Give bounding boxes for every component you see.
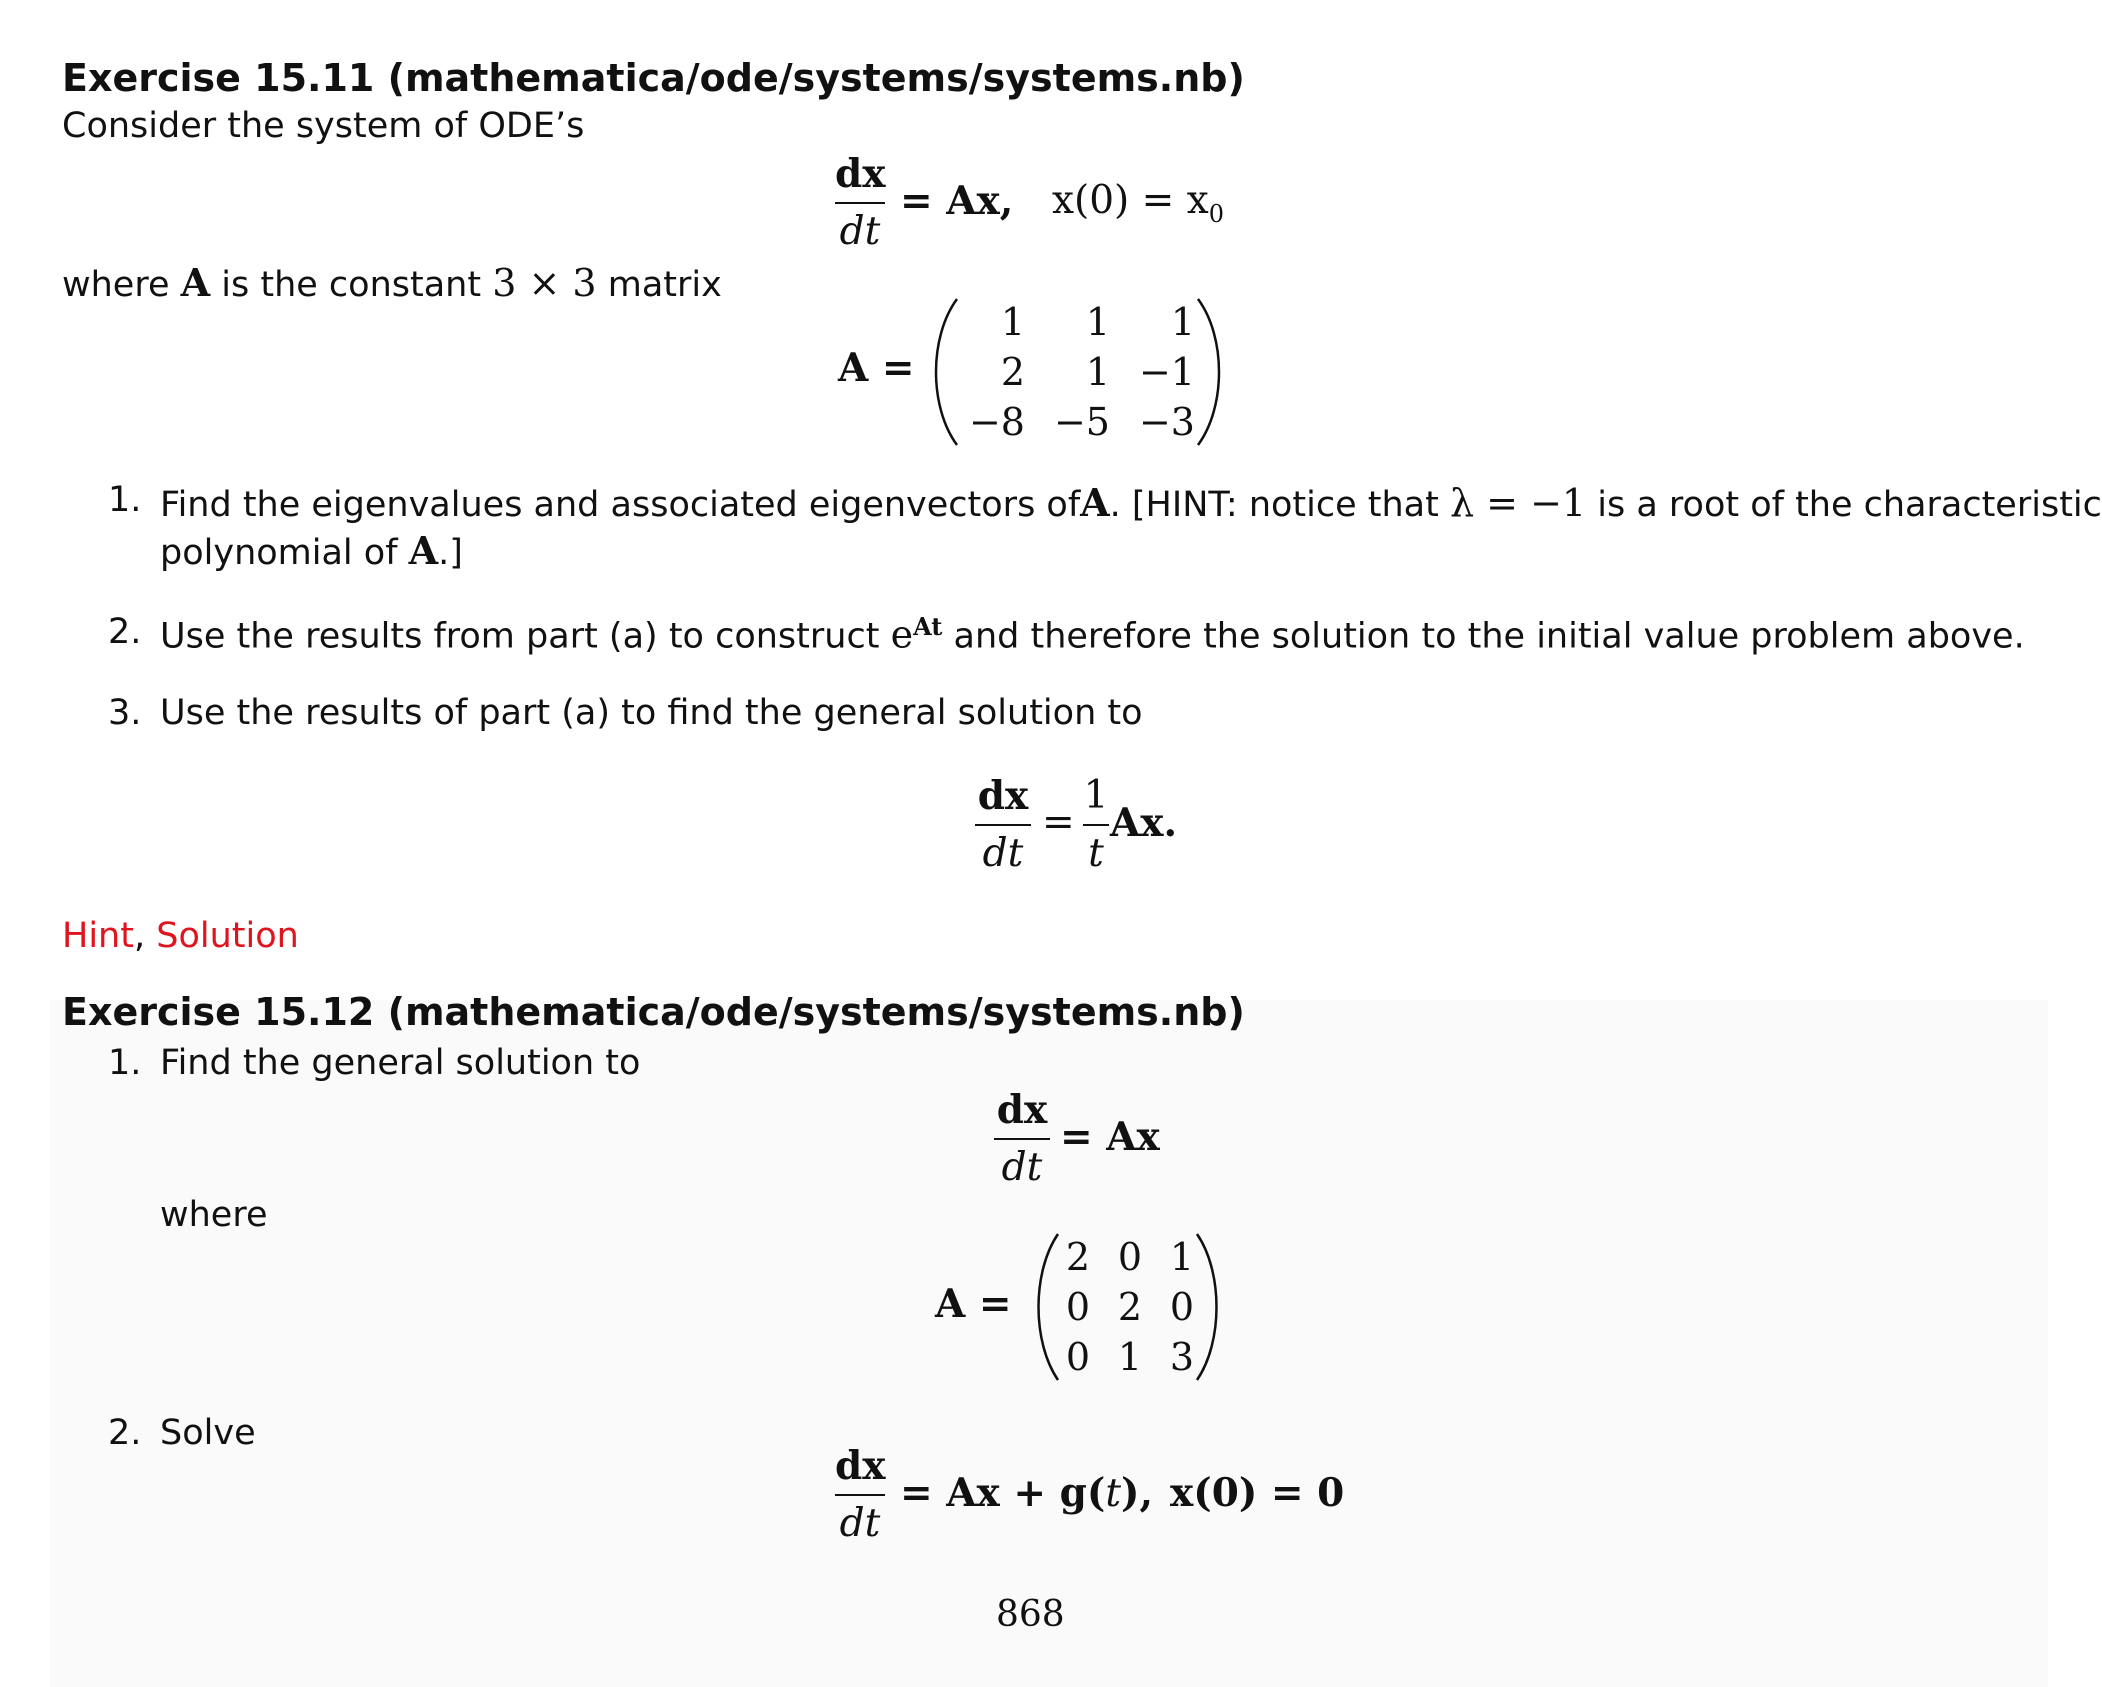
ex2-eq-numerator: dx bbox=[996, 1087, 1048, 1133]
matrix-cell: −5 bbox=[1053, 400, 1110, 444]
ex2-eq2-numerator: dx bbox=[835, 1443, 886, 1489]
ex2-eq2-initial-condition: x(0) = 0 bbox=[1170, 1470, 1345, 1516]
eq3-t: t bbox=[1088, 831, 1104, 876]
ex2-eq-denominator: dt bbox=[1001, 1145, 1043, 1190]
list-item-number: 2. bbox=[108, 612, 142, 652]
item-matrix-symbol: A bbox=[1080, 480, 1110, 525]
item-text: Find the eigenvalues and associated eigenvectors of bbox=[160, 485, 1081, 525]
eq2-rhs-text: = Ax + g( bbox=[900, 1470, 1106, 1516]
item-matrix-symbol: A bbox=[408, 528, 439, 573]
matrix-cell: 0 bbox=[1117, 1235, 1142, 1279]
eq-ic-subscript: 0 bbox=[1208, 199, 1224, 228]
list-item-3: Use the results of part (a) to find the general solution to bbox=[160, 693, 1143, 733]
ex2-eq-rhs: = Ax bbox=[1060, 1114, 1160, 1160]
exercise-15-11-heading: Exercise 15.11 (mathematica/ode/systems/systems.nb) bbox=[62, 56, 1245, 100]
list-item-number: 3. bbox=[108, 693, 142, 733]
ex2-matrix-a bbox=[1030, 1232, 1225, 1382]
ex2-where: where bbox=[160, 1195, 268, 1235]
eq3-denominator: dt bbox=[982, 831, 1024, 876]
item-exponent: At bbox=[913, 612, 943, 641]
exercise-15-12-heading: Exercise 15.12 (mathematica/ode/systems/systems.nb) bbox=[62, 990, 1245, 1034]
page-number: 868 bbox=[996, 1594, 1065, 1635]
ex2-eq2-fraction-dx-dt bbox=[835, 1442, 885, 1548]
ex2-eq2-denominator: dt bbox=[839, 1501, 881, 1546]
exercise-15-11-intro: Consider the system of ODE’s bbox=[62, 106, 585, 146]
matrix-cell: 2 bbox=[1065, 1235, 1090, 1279]
where-mid-text: is the constant bbox=[221, 265, 482, 305]
ex2-item-1: Find the general solution to bbox=[160, 1043, 641, 1083]
eq3-rhs: Ax. bbox=[1110, 800, 1178, 846]
eq-fraction-dx-dt bbox=[835, 150, 885, 256]
where-line bbox=[62, 260, 722, 305]
ex2-eq-fraction-dx-dt bbox=[994, 1086, 1050, 1192]
matrix-cell: 2 bbox=[1000, 350, 1025, 394]
matrix-cell: −8 bbox=[968, 400, 1025, 444]
matrix-cell: 0 bbox=[1169, 1285, 1194, 1329]
eq-numerator: dx bbox=[835, 151, 886, 197]
matrix-cell: 1 bbox=[1117, 1335, 1142, 1379]
matrix-cell: −3 bbox=[1138, 400, 1195, 444]
fraction-bar bbox=[1083, 824, 1109, 826]
eq2-rhs-t: t bbox=[1105, 1471, 1122, 1516]
matrix-cell: 0 bbox=[1065, 1335, 1090, 1379]
hint-link[interactable]: Hint bbox=[62, 916, 134, 956]
eq-rhs-ax: = Ax, bbox=[900, 178, 1014, 224]
fraction-bar bbox=[994, 1138, 1050, 1140]
link-separator: , bbox=[133, 916, 146, 956]
item-text: and therefore the solution to the initial value problem above. bbox=[953, 616, 2025, 657]
item-text: . [HINT: notice that bbox=[1109, 485, 1439, 525]
matrix-cell: 0 bbox=[1065, 1285, 1090, 1329]
item-text: polynomial of bbox=[160, 533, 398, 573]
matrix-cell: 3 bbox=[1169, 1335, 1194, 1379]
item-text: is a root of the characteristic bbox=[1597, 485, 2102, 525]
fraction-bar bbox=[975, 824, 1031, 826]
eq-ic-text: x(0) = x bbox=[1052, 178, 1209, 223]
list-item-1-line-2 bbox=[160, 528, 463, 573]
where-post-text: matrix bbox=[607, 265, 722, 305]
matrix-cell: 2 bbox=[1117, 1285, 1142, 1329]
item-text: Use the results from part (a) to construct bbox=[160, 616, 880, 657]
item-text: .] bbox=[438, 533, 463, 573]
eq-initial-condition bbox=[1052, 178, 1224, 228]
eq3-equals: = bbox=[1042, 800, 1075, 845]
list-item-number: 1. bbox=[108, 1043, 142, 1083]
ex2-matrix-a-label: A = bbox=[935, 1281, 1012, 1327]
item-math-lambda: λ = −1 bbox=[1450, 481, 1587, 525]
item-exponential: e bbox=[890, 612, 914, 657]
matrix-cell: −1 bbox=[1138, 350, 1195, 394]
list-item-2 bbox=[160, 612, 2025, 657]
matrix-a-label: A = bbox=[838, 345, 915, 391]
matrix-cell: 1 bbox=[1085, 350, 1110, 394]
ex2-item-2: Solve bbox=[160, 1413, 256, 1453]
matrix-cell: 1 bbox=[1085, 300, 1110, 344]
where-word: where bbox=[62, 265, 170, 305]
matrix-cell: 1 bbox=[1169, 1235, 1194, 1279]
eq2-rhs-close: ), bbox=[1121, 1470, 1154, 1516]
list-item-1-line-1 bbox=[160, 480, 2102, 525]
matrix-cell: 1 bbox=[1170, 300, 1195, 344]
list-item-number: 1. bbox=[108, 480, 142, 520]
eq-denominator: dt bbox=[839, 209, 881, 254]
eq3-one: 1 bbox=[1083, 773, 1109, 818]
fraction-bar bbox=[835, 202, 885, 204]
solution-link[interactable]: Solution bbox=[156, 916, 299, 956]
eq3-fraction-dx-dt bbox=[975, 772, 1031, 878]
fraction-bar bbox=[835, 1494, 885, 1496]
matrix-a bbox=[925, 297, 1230, 447]
hint-solution-links bbox=[62, 916, 299, 956]
where-matrix-symbol: A bbox=[180, 260, 211, 305]
eq3-numerator: dx bbox=[977, 773, 1029, 819]
ex2-eq2-rhs bbox=[900, 1470, 1153, 1516]
eq3-fraction-one-over-t bbox=[1083, 772, 1109, 878]
where-dimension: 3 × 3 bbox=[492, 261, 597, 305]
matrix-cell: 1 bbox=[1000, 300, 1025, 344]
list-item-number: 2. bbox=[108, 1413, 142, 1453]
